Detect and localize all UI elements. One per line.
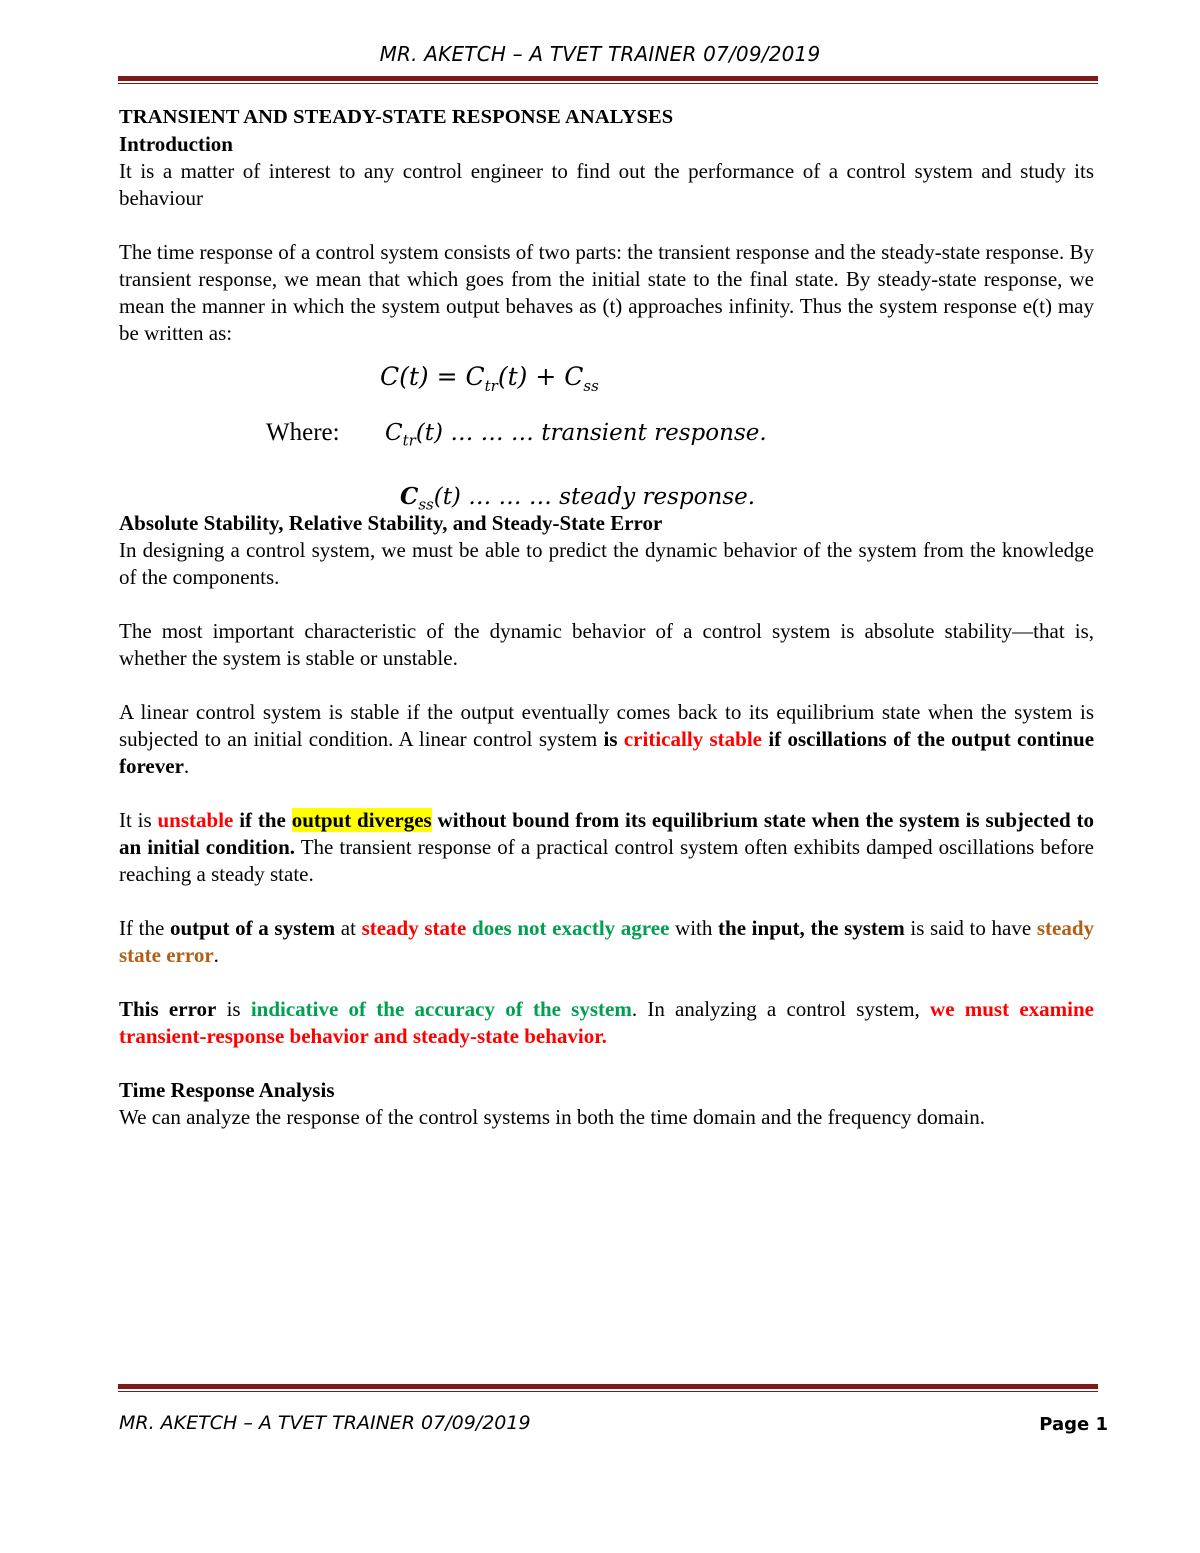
time-response-heading: Time Response Analysis: [119, 1078, 335, 1102]
stability-heading: Absolute Stability, Relative Stability, and Steady-State Error: [119, 511, 663, 535]
intro-paragraph-1: It is a matter of interest to any control engineer to find out the performance of a control system and study its behaviour: [119, 159, 1094, 210]
transient-definition: $C_{tr}(t)$ … … … transient response.: [385, 420, 767, 450]
stability-paragraph-3: A linear control system is stable if the output eventually comes back to its equilibrium state when the system is subjected to an initial condition. A linear control system is critically stable if oscillations of the output continue forever.: [119, 700, 1095, 778]
page-footer: MR. AKETCH – A TVET TRAINER 07/09/2019: [119, 1412, 531, 1434]
header-rule: [118, 76, 1098, 84]
document-title: TRANSIENT AND STEADY-STATE RESPONSE ANALYSES: [119, 106, 674, 128]
stability-paragraph-5: If the output of a system at steady state does not exactly agree with the input, the system is said to have steady state error.: [119, 916, 1094, 967]
unstable-term: unstable: [157, 808, 234, 832]
footer-rule: [118, 1384, 1098, 1392]
stability-paragraph-4: It is unstable if the output diverges without bound from its equilibrium state when the system is subjected to an initial condition. The transient response of a practical control system often exhibits damped oscillations before reaching a steady state.: [119, 808, 1094, 886]
stability-paragraph-6: This error is indicative of the accuracy of the system. In analyzing a control system, we must examine transient-response behavior and steady-state behavior.: [119, 997, 1094, 1048]
highlighted-phrase: output diverges: [291, 808, 432, 832]
stability-paragraph-1: In designing a control system, we must be able to predict the dynamic behavior of the system from the knowledge of the components.: [119, 538, 1094, 589]
intro-paragraph-2: The time response of a control system consists of two parts: the transient response and the steady-state response. By transient response, we mean that which goes from the initial state to the final state. By steady-state response, we mean the manner in which the system output behaves as (t) approaches infinity. Thus the system response e(t) may be written as:: [119, 240, 1094, 345]
steady-state-error-term: steady state error: [119, 916, 1094, 967]
response-equation: $C(t) = C_{tr}(t) + C_{ss}$: [380, 362, 599, 395]
where-label: Where:: [266, 419, 340, 446]
steady-definition: $C_{ss}(t)$ … … … steady response.: [400, 483, 756, 514]
stability-paragraph-2: The most important characteristic of the dynamic behavior of a control system is absolute stability—that is, whether the system is stable or unstable.: [119, 619, 1094, 670]
critically-stable-term: critically stable: [623, 727, 762, 751]
page-number: Page 1: [1039, 1414, 1108, 1435]
document-body: [119, 104, 1094, 1131]
page-header: MR. AKETCH – A TVET TRAINER 07/09/2019: [379, 42, 821, 66]
intro-heading: Introduction: [119, 132, 233, 156]
time-response-paragraph: We can analyze the response of the control systems in both the time domain and the frequency domain.: [119, 1105, 986, 1129]
